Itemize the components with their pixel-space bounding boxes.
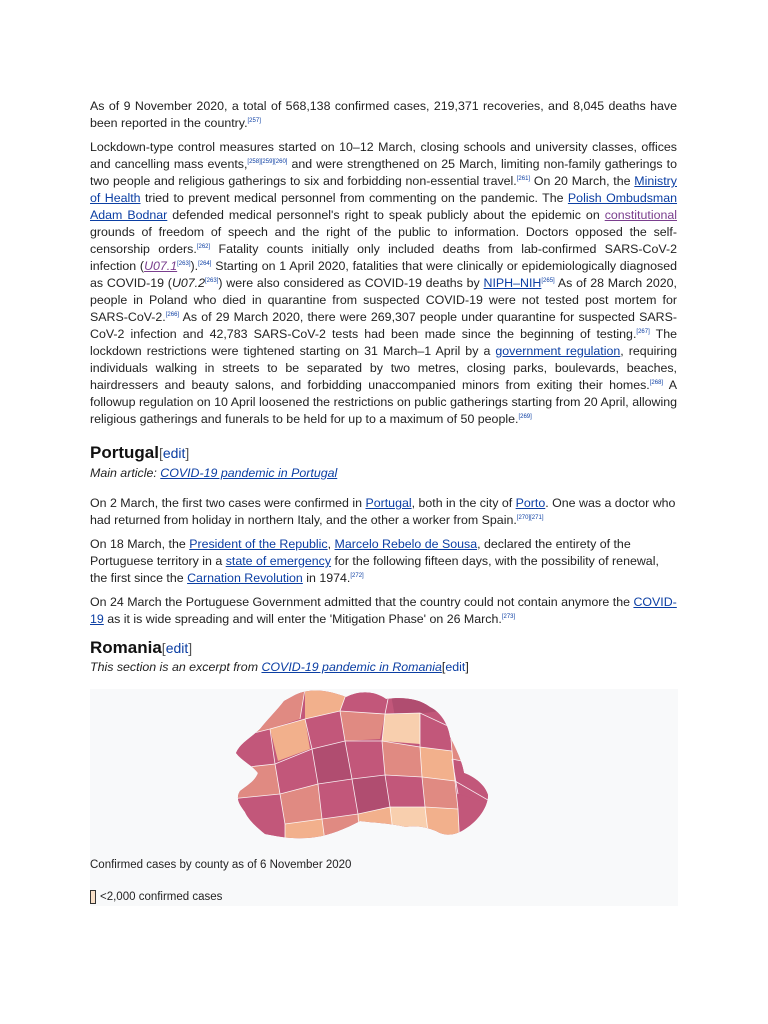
link-covid-portugal[interactable]: COVID-19 pandemic in Portugal — [160, 466, 338, 480]
portugal-hatnote — [90, 465, 677, 482]
portugal-paragraph-2 — [90, 536, 677, 587]
text: ). — [190, 259, 199, 273]
link-constitutional[interactable]: constitutional — [604, 208, 678, 222]
bracket: ] — [188, 640, 193, 656]
bracket: [ — [161, 640, 166, 656]
ref-263[interactable]: [263] — [177, 260, 191, 267]
county-olt[interactable] — [322, 814, 360, 849]
text: On 24 March the Portuguese Government admitted that the country could not contain anymore the — [90, 595, 634, 609]
bracket: ] — [185, 445, 190, 461]
text: for the following fifteen days, with the possibility of renewal, the first since the — [90, 554, 659, 585]
ref-262[interactable]: [262] — [196, 243, 211, 250]
text: On 2 March, the first two cases were confirmed in — [90, 496, 366, 510]
link-porto[interactable]: Porto — [515, 496, 546, 510]
ref-269[interactable]: [269] — [518, 413, 532, 420]
bracket: ] — [465, 660, 469, 674]
county-valcea[interactable] — [318, 779, 358, 819]
county-center-3[interactable] — [382, 713, 420, 744]
ref-272[interactable]: [272] — [350, 572, 364, 579]
hatnote-prefix: Main article: — [90, 466, 161, 480]
ref-257[interactable]: [257] — [247, 117, 261, 124]
link-president[interactable]: President of the Republic — [189, 537, 328, 551]
link-marcelo[interactable]: Marcelo Rebelo de Sousa — [334, 537, 478, 551]
romania-excerpt-edit-link[interactable]: edit — [445, 660, 466, 674]
romania-county-map[interactable] — [90, 689, 678, 849]
text: Lockdown-type control measures started on 10–12 March, closing schools and university classes, offices and cancelling mass events, — [90, 140, 677, 171]
link-covid-19[interactable]: COVID-19 — [90, 595, 677, 626]
code-u07-2: U07.2 — [171, 276, 206, 290]
link-polish-ombudsman[interactable]: Polish Ombudsman — [567, 191, 678, 205]
counties — [230, 689, 500, 849]
county-giurgiu[interactable] — [390, 807, 430, 849]
text: As of 9 November 2020, a total of 568,138 confirmed cases, 219,371 recoveries, and 8,045 deaths have been reported in the country. — [90, 99, 677, 130]
text: , — [327, 537, 335, 551]
article-body — [90, 98, 677, 676]
link-covid-romania[interactable]: COVID-19 pandemic in Romania — [261, 660, 442, 674]
text: grounds of freedom of speech and the right of the public to information. Doctors opposed the self-censorship orders. — [90, 225, 677, 256]
link-state-of-emergency[interactable]: state of emergency — [225, 554, 332, 568]
hatnote-prefix: This section is an excerpt from — [90, 660, 262, 674]
text: defended medical personnel's right to speak publicly about the epidemic on — [167, 208, 605, 222]
text: and were strengthened on 25 March, limiting non-family gatherings to two people and religious gatherings to six and forbidding non-essential travel. — [90, 157, 677, 188]
text: ) were also considered as COVID-19 deaths by — [218, 276, 484, 290]
portugal-paragraph-3 — [90, 594, 677, 628]
text: , both in the city of — [411, 496, 516, 510]
map-caption: Confirmed cases by county as of 6 November 2020 — [90, 859, 352, 871]
poland-paragraph-1 — [90, 98, 677, 132]
romania-heading — [90, 637, 677, 659]
county-southwest-1[interactable] — [230, 764, 280, 799]
text: . One was a doctor who had returned from holiday in northern Italy, and the other a worker from Spain. — [90, 496, 676, 527]
link-u07-1[interactable]: U07.1 — [144, 259, 178, 273]
bracket: [ — [441, 660, 446, 674]
text: On 18 March, the — [90, 537, 190, 551]
portugal-paragraph-1 — [90, 495, 677, 529]
link-ministry-of-health[interactable]: Ministry of Health — [90, 174, 677, 205]
heading-text: Romania — [90, 638, 162, 657]
ref-265[interactable]: [265] — [541, 277, 555, 284]
ref-258-260[interactable]: [258][259][260] — [247, 158, 288, 165]
text: tried to prevent medical personnel from commenting on the pandemic. The — [140, 191, 568, 205]
romania-map-figure — [90, 689, 678, 906]
legend-swatch — [90, 890, 96, 904]
bracket: [ — [158, 445, 163, 461]
ref-268[interactable]: [268] — [649, 379, 664, 386]
county-calarasi[interactable] — [425, 807, 460, 849]
ref-270-271[interactable]: [270][271] — [516, 514, 544, 521]
link-government-regulation[interactable]: government regulation — [495, 344, 621, 358]
link-adam-bodnar[interactable]: Adam Bodnar — [90, 208, 168, 222]
text: , requiring individuals walking in streets to be separated by two metres, closing parks, boulevards, beaches, hairdressers and beauty salons, and forbidding unaccompanied minors from exiting their homes. — [90, 344, 677, 392]
text: The lockdown restrictions were tightened starting on 31 March–1 April by a — [90, 327, 677, 358]
text: As of 28 March 2020, people in Poland who died in quarantine from suspected COVID-19 were not tested post mortem for SARS-CoV-2. — [90, 276, 677, 324]
county-teleorman[interactable] — [358, 807, 395, 849]
legend-label: <2,000 confirmed cases — [100, 891, 223, 903]
poland-paragraph-2 — [90, 139, 677, 428]
romania-hatnote — [90, 659, 677, 676]
text: as it is wide spreading and will enter the 'Mitigation Phase' on 26 March. — [103, 612, 502, 626]
county-constanta[interactable] — [458, 794, 500, 849]
text: , declared the entirety of the Portuguese territory in a — [90, 537, 631, 568]
ref-261[interactable]: [261] — [516, 175, 531, 182]
text: Fatality counts initially only included deaths from lab-confirmed SARS-CoV-2 infection ( — [90, 242, 677, 273]
ref-263b[interactable]: [263] — [205, 277, 219, 284]
link-portugal[interactable]: Portugal — [365, 496, 412, 510]
text: Starting on 1 April 2020, fatalities that were clinically or epidemiologically diagnosed as COVID-19 ( — [90, 259, 677, 290]
map-legend — [90, 890, 222, 904]
portugal-edit-link[interactable]: edit — [162, 445, 186, 461]
ref-273[interactable]: [273] — [501, 613, 516, 620]
link-carnation-revolution[interactable]: Carnation Revolution — [187, 571, 303, 585]
county-mehedinti[interactable] — [230, 794, 285, 849]
heading-text: Portugal — [90, 443, 159, 462]
link-niph-nih[interactable]: NIPH–NIH — [483, 276, 542, 290]
text: As of 29 March 2020, there were 269,307 people under quarantine for suspected SARS-CoV-2 infection and 42,783 SARS-CoV-2 tests had been made since the beginning of testing. — [90, 310, 677, 341]
county-center-2[interactable] — [340, 711, 385, 741]
text: in 1974. — [302, 571, 351, 585]
county-prahova[interactable] — [385, 775, 425, 807]
ref-266[interactable]: [266] — [165, 311, 180, 318]
county-moldova-south[interactable] — [420, 747, 455, 781]
ref-264[interactable]: [264] — [198, 260, 212, 267]
county-buzau[interactable] — [422, 777, 458, 809]
text: A followup regulation on 10 April loosened the restrictions on public gatherings starting from 20 April, allowing religious gatherings and funerals to be held for up to a maximum of 50 people. — [90, 378, 677, 426]
county-west-1[interactable] — [230, 729, 275, 769]
text: On 20 March, the — [530, 174, 635, 188]
romania-edit-link[interactable]: edit — [165, 640, 189, 656]
portugal-heading — [90, 442, 677, 464]
ref-267[interactable]: [267] — [636, 328, 650, 335]
